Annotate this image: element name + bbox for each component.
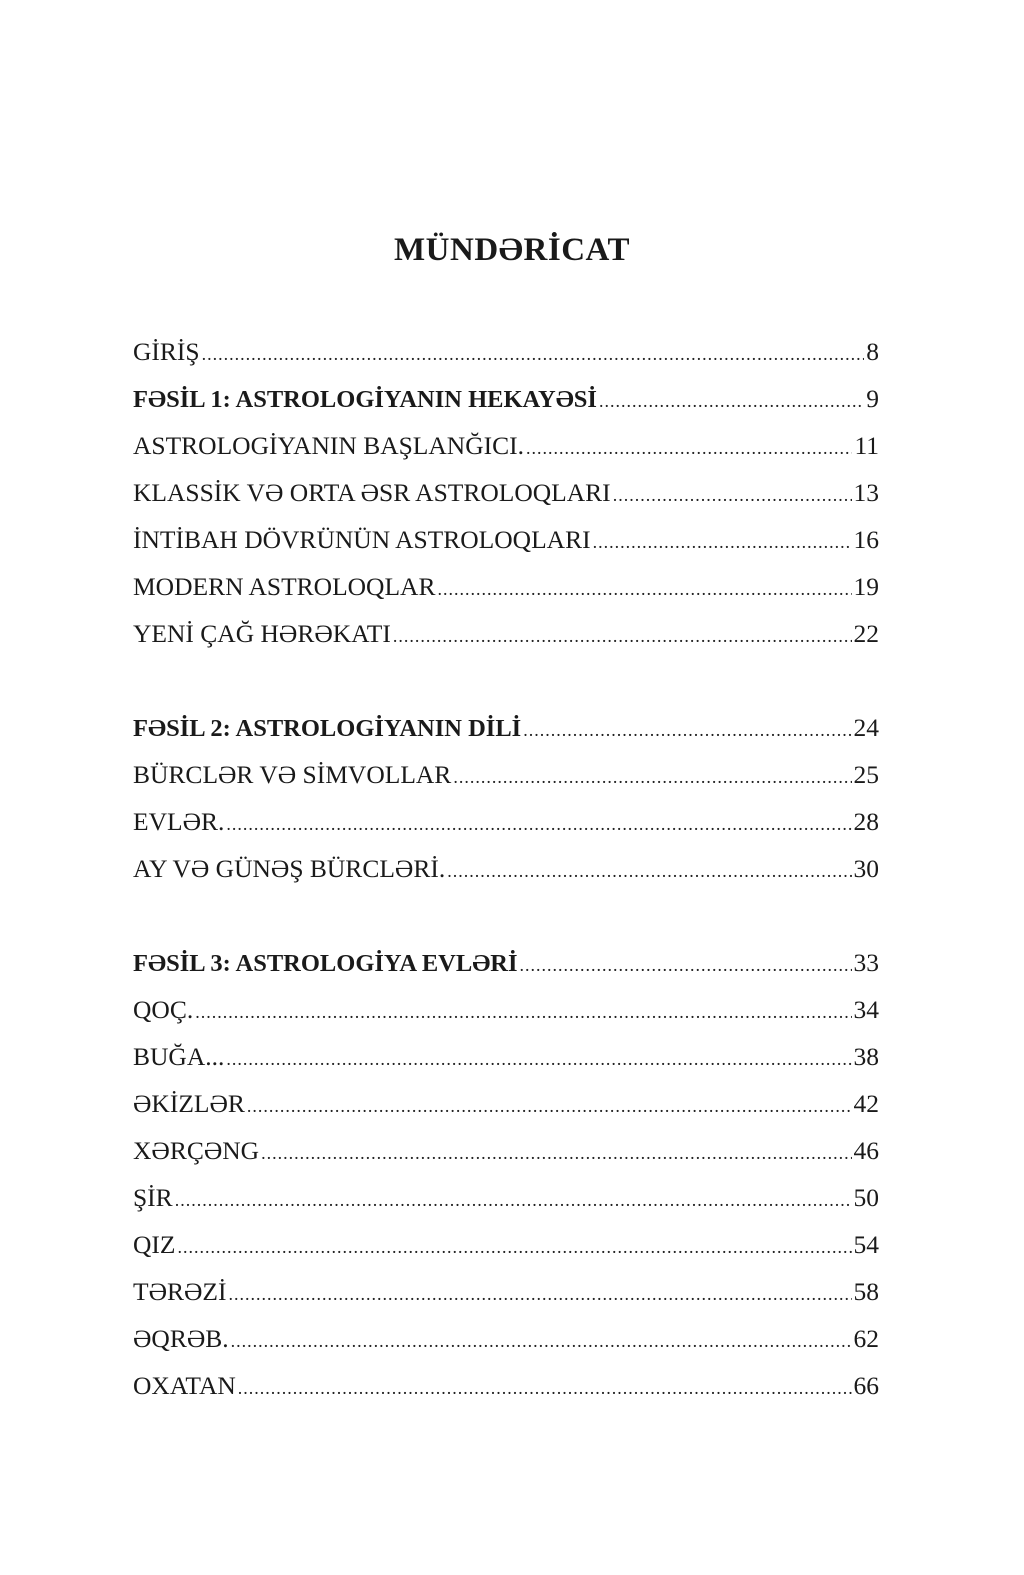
- dot-leader: [520, 942, 852, 986]
- dot-leader: [593, 519, 852, 563]
- toc-page-number: 19: [853, 572, 879, 601]
- toc-entry-label: BUĞA...: [133, 1042, 225, 1071]
- toc-entry-label: AY VƏ GÜNƏŞ BÜRCLƏRİ.: [133, 854, 446, 883]
- dot-leader: [231, 1318, 852, 1362]
- toc-entry: [133, 422, 879, 469]
- dot-leader: [523, 707, 851, 751]
- toc-chapter-entry: [133, 375, 879, 422]
- toc-entry-label: İNTİBAH DÖVRÜNÜN ASTROLOQLARI: [133, 525, 591, 554]
- toc-chapter-label: FƏSİL 2: ASTROLOGİYANIN DİLİ: [133, 715, 522, 742]
- toc-entry: [133, 1174, 879, 1221]
- toc-page-number: 24: [853, 713, 879, 742]
- toc-entry-label: BÜRCLƏR VƏ SİMVOLLAR: [133, 760, 452, 789]
- toc-entry-label: EVLƏR.: [133, 807, 225, 836]
- toc-entry-label: YENİ ÇAĞ HƏRƏKATI: [133, 619, 391, 648]
- dot-leader: [177, 1224, 851, 1268]
- toc-entry-label: MODERN ASTROLOQLAR: [133, 572, 436, 601]
- dot-leader: [447, 848, 851, 892]
- toc-entry-label: KLASSİK VƏ ORTA ƏSR ASTROLOQLARI: [133, 478, 611, 507]
- toc-entry-label: QOÇ.: [133, 995, 194, 1024]
- toc-page-number: 34: [853, 995, 879, 1024]
- toc-entry-label: QIZ: [133, 1230, 176, 1259]
- toc-page-number: 58: [853, 1277, 879, 1306]
- toc-page-number: 62: [853, 1324, 879, 1353]
- toc-entry: [133, 986, 879, 1033]
- toc-page-number: 54: [853, 1230, 879, 1259]
- toc-page-number: 66: [853, 1371, 879, 1400]
- toc-page-number: 38: [853, 1042, 879, 1071]
- toc-entry: [133, 516, 879, 563]
- toc-entry-label: GİRİŞ: [133, 337, 200, 366]
- dot-leader: [226, 1036, 851, 1080]
- toc-entry: [133, 751, 879, 798]
- toc-page-number: 33: [853, 948, 879, 977]
- dot-leader: [393, 613, 852, 657]
- toc-entry: [133, 798, 879, 845]
- toc-page-number: 50: [853, 1183, 879, 1212]
- toc-entry: [133, 845, 879, 892]
- toc-page-number: 13: [853, 478, 879, 507]
- toc-page-number: 46: [853, 1136, 879, 1165]
- toc-page-number: 9: [866, 384, 879, 413]
- toc-entry: [133, 1127, 879, 1174]
- dot-leader: [195, 989, 851, 1033]
- toc-page-number: 25: [853, 760, 879, 789]
- dot-leader: [261, 1130, 851, 1174]
- toc-entry-label: ƏKİZLƏR: [133, 1089, 245, 1118]
- toc-chapter-label: FƏSİL 1: ASTROLOGİYANIN HEKAYƏSİ: [133, 386, 597, 413]
- toc-entry: [133, 1080, 879, 1127]
- toc-page-number: 42: [853, 1089, 879, 1118]
- toc-entry: [133, 1268, 879, 1315]
- dot-leader: [599, 378, 864, 422]
- dot-leader: [228, 1271, 851, 1315]
- toc-entry-label: ŞİR: [133, 1183, 173, 1212]
- toc-page-number: 28: [853, 807, 879, 836]
- toc-entry-label: XƏRÇƏNG: [133, 1136, 260, 1165]
- toc-page-number: 30: [853, 854, 879, 883]
- toc-entry: [133, 1033, 879, 1080]
- toc-page-number: 11: [854, 431, 879, 460]
- toc-chapter-entry: [133, 704, 879, 751]
- dot-leader: [247, 1083, 852, 1127]
- page-title: MÜNDƏRİCAT: [394, 232, 630, 268]
- toc-entry: [133, 610, 879, 657]
- toc-entry: [133, 1315, 879, 1362]
- toc-entry: [133, 563, 879, 610]
- toc-entry-label: OXATAN: [133, 1371, 236, 1400]
- dot-leader: [226, 801, 851, 845]
- toc-page-number: 22: [853, 619, 879, 648]
- dot-leader: [238, 1365, 852, 1409]
- dot-leader: [175, 1177, 852, 1221]
- toc-entry: [133, 1362, 879, 1409]
- dot-leader: [202, 331, 865, 375]
- toc-chapter-entry: [133, 939, 879, 986]
- toc-entry: [133, 1221, 879, 1268]
- dot-leader: [453, 754, 851, 798]
- toc-page-number: 8: [866, 337, 879, 366]
- toc-page-number: 16: [853, 525, 879, 554]
- toc-chapter-label: FƏSİL 3: ASTROLOGİYA EVLƏRİ: [133, 950, 518, 977]
- dot-leader: [437, 566, 851, 610]
- dot-leader: [613, 472, 852, 516]
- toc-entry: [133, 328, 879, 375]
- table-of-contents: [133, 328, 879, 1409]
- toc-entry: [133, 469, 879, 516]
- toc-entry-label: ƏQRƏB.: [133, 1324, 229, 1353]
- toc-entry-label: TƏRƏZİ: [133, 1277, 227, 1306]
- dot-leader: [526, 425, 852, 469]
- toc-entry-label: ASTROLOGİYANIN BAŞLANĞICI.: [133, 431, 524, 460]
